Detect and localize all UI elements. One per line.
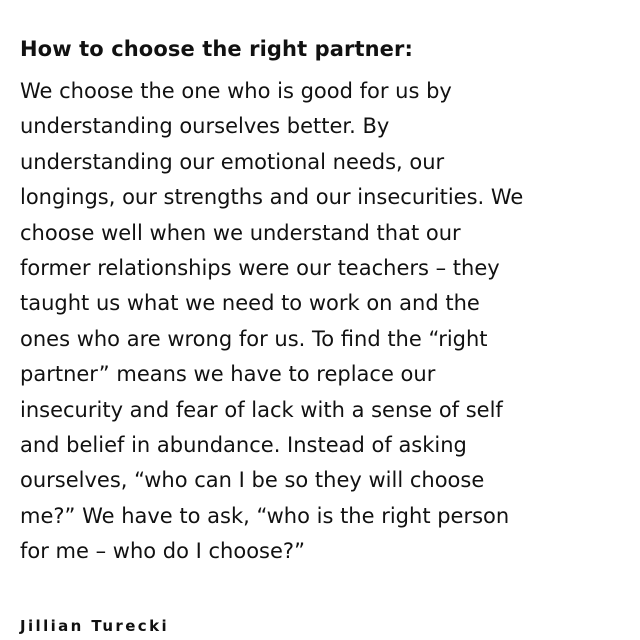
quote-body <box>20 74 620 569</box>
quote-line: insecurity and fear of lack with a sense of self <box>20 397 503 422</box>
quote-line: me?” We have to ask, “who is the right person <box>20 503 510 528</box>
quote-line: longings, our strengths and our insecurities. We <box>20 185 524 210</box>
quote-line: We choose the one who is good for us by <box>20 79 452 103</box>
quote-line: ourselves, “who can I be so they will choose <box>20 468 485 493</box>
quote-title: How to choose the right partner: <box>20 37 413 61</box>
quote-line: understanding our emotional needs, our <box>20 149 445 174</box>
quote-line: for me – who do I choose?” <box>20 539 305 564</box>
quote-line: choose well when we understand that our <box>20 220 461 245</box>
author-signature: Jillian Turecki <box>20 617 170 635</box>
quote-line: partner” means we have to replace our <box>20 362 436 387</box>
quote-line: and belief in abundance. Instead of asking <box>20 432 467 457</box>
quote-line: former relationships were our teachers – they <box>20 255 500 280</box>
quote-line: ones who are wrong for us. To find the “right <box>20 326 488 351</box>
quote-line: understanding ourselves better. By <box>20 114 390 139</box>
quote-line: taught us what we need to work on and the <box>20 291 480 316</box>
